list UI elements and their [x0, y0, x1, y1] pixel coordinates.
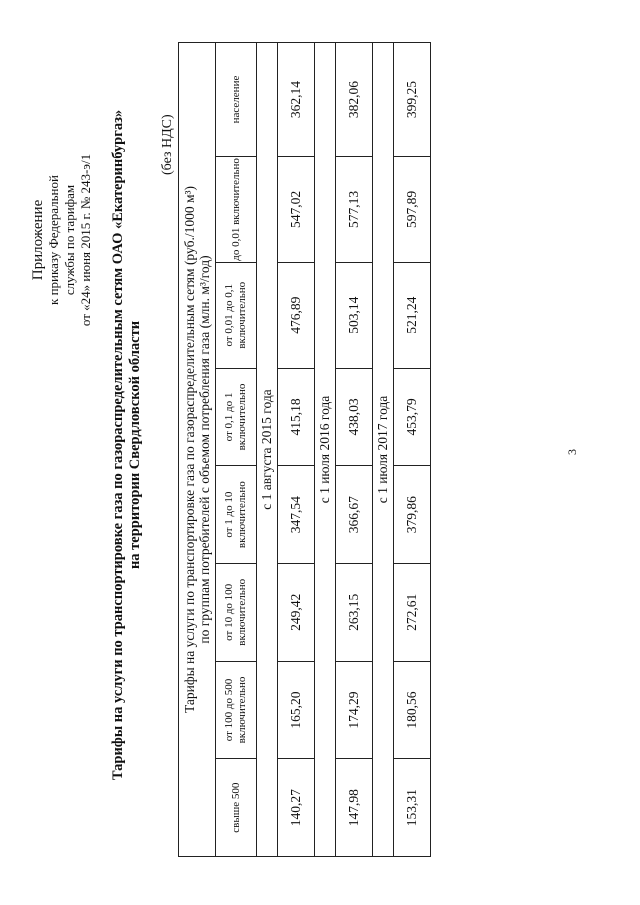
tariff-cell: 379,86 [394, 466, 431, 564]
column-header: от 1 до 10 включительно [216, 466, 257, 564]
column-header: от 10 до 100 включительно [216, 563, 257, 661]
tariff-cell: 174,29 [336, 661, 373, 759]
tariff-cell: 249,42 [278, 563, 315, 661]
tariff-cell: 180,56 [394, 661, 431, 759]
table-caption-line: по группам потребителей с объемом потребления газа (млн. м³/год) [197, 255, 212, 644]
tariff-cell: 272,61 [394, 563, 431, 661]
appendix-line: к приказу Федеральной [46, 175, 61, 305]
column-header: до 0,01 включительно [216, 157, 257, 263]
tariff-cell: 153,31 [394, 759, 431, 857]
period-row [373, 43, 394, 857]
column-header: от 0,1 до 1 включительно [216, 368, 257, 466]
appendix-block [30, 70, 94, 410]
document-title [110, 45, 144, 845]
tariff-cell: 399,25 [394, 43, 431, 157]
period-row [257, 43, 278, 857]
period-label: с 1 августа 2015 года [257, 43, 278, 857]
appendix-line: службы по тарифам [62, 184, 77, 296]
tariff-cell: 547,02 [278, 157, 315, 263]
tariff-cell: 597,89 [394, 157, 431, 263]
title-line: Тарифы на услуги по транспортировке газа по газораспределительным сетям ОАО «Екатеринбургаз» [110, 109, 126, 781]
tariff-cell: 503,14 [336, 262, 373, 368]
tariff-cell: 263,15 [336, 563, 373, 661]
tariff-cell: 147,98 [336, 759, 373, 857]
table-row [336, 43, 373, 857]
column-header-row [216, 43, 257, 857]
table-caption-row [179, 43, 216, 857]
period-label: с 1 июля 2017 года [373, 43, 394, 857]
column-header: население [216, 43, 257, 157]
column-header: от 0,01 до 0,1 включительно [216, 262, 257, 368]
tariff-cell: 362,14 [278, 43, 315, 157]
tariff-cell: 165,20 [278, 661, 315, 759]
tariff-cell: 140,27 [278, 759, 315, 857]
tariff-cell: 438,03 [336, 368, 373, 466]
period-row [315, 43, 336, 857]
tariff-cell: 415,18 [278, 368, 315, 466]
page-number: 3 [565, 449, 579, 455]
table-caption [179, 43, 216, 857]
tariff-cell: 521,24 [394, 262, 431, 368]
tariff-cell: 382,06 [336, 43, 373, 157]
tariff-cell: 577,13 [336, 157, 373, 263]
tariff-cell: 453,79 [394, 368, 431, 466]
column-header: от 100 до 500 включительно [216, 661, 257, 759]
tariff-cell: 366,67 [336, 466, 373, 564]
appendix-order-ref: от «24» июня 2015 г. № 243-э/1 [78, 153, 93, 327]
table-row [278, 43, 315, 857]
tariff-cell: 347,54 [278, 466, 315, 564]
table-caption-line: Тарифы на услуги по транспортировке газа по газораспределительным сетям (руб./1000 м³) [182, 185, 197, 714]
appendix-heading: Приложение [30, 199, 46, 281]
units-note: (без НДС) [160, 114, 175, 175]
tariff-table [178, 42, 431, 857]
period-label: с 1 июля 2016 года [315, 43, 336, 857]
title-line: на территории Свердловской области [127, 320, 143, 570]
tariff-cell: 476,89 [278, 262, 315, 368]
column-header: свыше 500 [216, 759, 257, 857]
table-row [394, 43, 431, 857]
